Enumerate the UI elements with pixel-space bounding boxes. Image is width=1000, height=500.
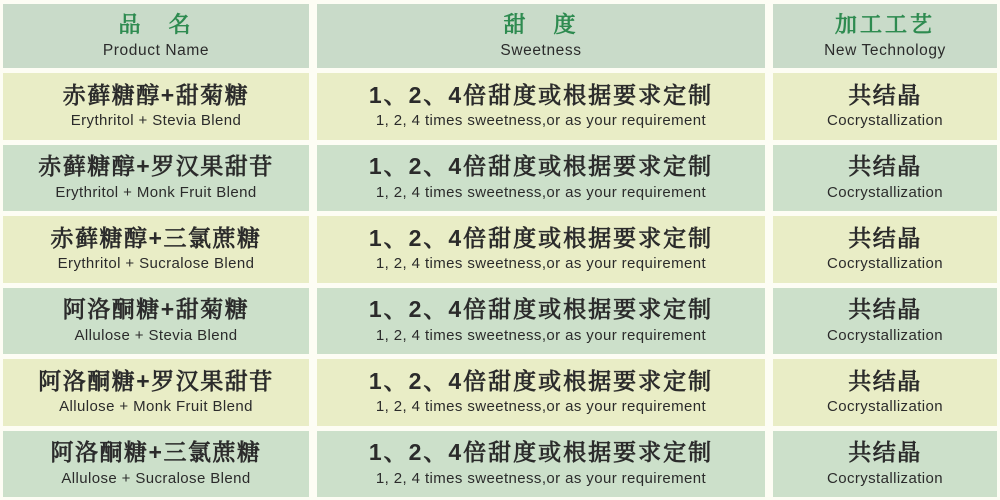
product-en: Allulose + Monk Fruit Blend	[59, 398, 253, 416]
product-en: Erythritol + Sucralose Blend	[57, 255, 255, 273]
sweetness-zh: 1、2、4倍甜度或根据要求定制	[368, 153, 714, 180]
cell-sweetness	[317, 359, 765, 426]
header-product-name-en: Product Name	[102, 42, 210, 60]
sweetness-zh: 1、2、4倍甜度或根据要求定制	[368, 81, 714, 108]
cell-product	[3, 73, 309, 140]
sweetness-en: 1, 2, 4 times sweetness,or as your requirement	[375, 326, 707, 344]
cell-technology	[773, 73, 997, 140]
cell-product	[3, 359, 309, 426]
technology-en: Cocrystallization	[826, 469, 943, 487]
cell-product	[3, 431, 309, 498]
technology-zh: 共结晶	[848, 296, 922, 323]
product-en: Allulose + Stevia Blend	[74, 326, 238, 344]
sweetness-en: 1, 2, 4 times sweetness,or as your requirement	[375, 469, 707, 487]
header-sweetness-zh: 甜 度	[503, 11, 579, 37]
cell-product	[3, 288, 309, 355]
technology-en: Cocrystallization	[826, 326, 943, 344]
product-en: Erythritol + Monk Fruit Blend	[55, 183, 257, 201]
technology-en: Cocrystallization	[826, 112, 943, 130]
sweetness-en: 1, 2, 4 times sweetness,or as your requirement	[375, 255, 707, 273]
cell-technology	[773, 359, 997, 426]
header-technology-zh: 加工工艺	[834, 11, 935, 37]
cell-sweetness	[317, 288, 765, 355]
product-zh: 赤藓糖醇+甜菊糖	[62, 81, 250, 108]
product-zh: 赤藓糖醇+罗汉果甜苷	[38, 153, 274, 180]
header-technology	[773, 4, 997, 68]
header-product-name	[3, 4, 309, 68]
cell-sweetness	[317, 216, 765, 283]
product-table	[3, 4, 997, 497]
technology-zh: 共结晶	[848, 81, 922, 108]
sweetness-zh: 1、2、4倍甜度或根据要求定制	[368, 224, 714, 251]
technology-en: Cocrystallization	[826, 255, 943, 273]
header-sweetness	[317, 4, 765, 68]
technology-zh: 共结晶	[848, 153, 922, 180]
product-zh: 阿洛酮糖+甜菊糖	[62, 296, 250, 323]
technology-zh: 共结晶	[848, 224, 922, 251]
cell-technology	[773, 288, 997, 355]
product-zh: 阿洛酮糖+三氯蔗糖	[50, 439, 262, 466]
sweetness-zh: 1、2、4倍甜度或根据要求定制	[368, 367, 714, 394]
product-zh: 阿洛酮糖+罗汉果甜苷	[38, 367, 274, 394]
sweetness-en: 1, 2, 4 times sweetness,or as your requirement	[375, 183, 707, 201]
cell-product	[3, 216, 309, 283]
sweetness-zh: 1、2、4倍甜度或根据要求定制	[368, 296, 714, 323]
product-zh: 赤藓糖醇+三氯蔗糖	[50, 224, 262, 251]
sweetness-en: 1, 2, 4 times sweetness,or as your requirement	[375, 398, 707, 416]
cell-technology	[773, 145, 997, 212]
cell-technology	[773, 216, 997, 283]
product-en: Erythritol + Stevia Blend	[70, 112, 242, 130]
sweetness-zh: 1、2、4倍甜度或根据要求定制	[368, 439, 714, 466]
technology-en: Cocrystallization	[826, 398, 943, 416]
technology-en: Cocrystallization	[826, 183, 943, 201]
technology-zh: 共结晶	[848, 439, 922, 466]
cell-sweetness	[317, 73, 765, 140]
technology-zh: 共结晶	[848, 367, 922, 394]
cell-technology	[773, 431, 997, 498]
cell-sweetness	[317, 431, 765, 498]
sweetness-en: 1, 2, 4 times sweetness,or as your requirement	[375, 112, 707, 130]
cell-product	[3, 145, 309, 212]
cell-sweetness	[317, 145, 765, 212]
product-en: Allulose + Sucralose Blend	[61, 469, 251, 487]
header-technology-en: New Technology	[824, 42, 946, 60]
header-product-name-zh: 品 名	[118, 11, 194, 37]
header-sweetness-en: Sweetness	[500, 42, 582, 60]
